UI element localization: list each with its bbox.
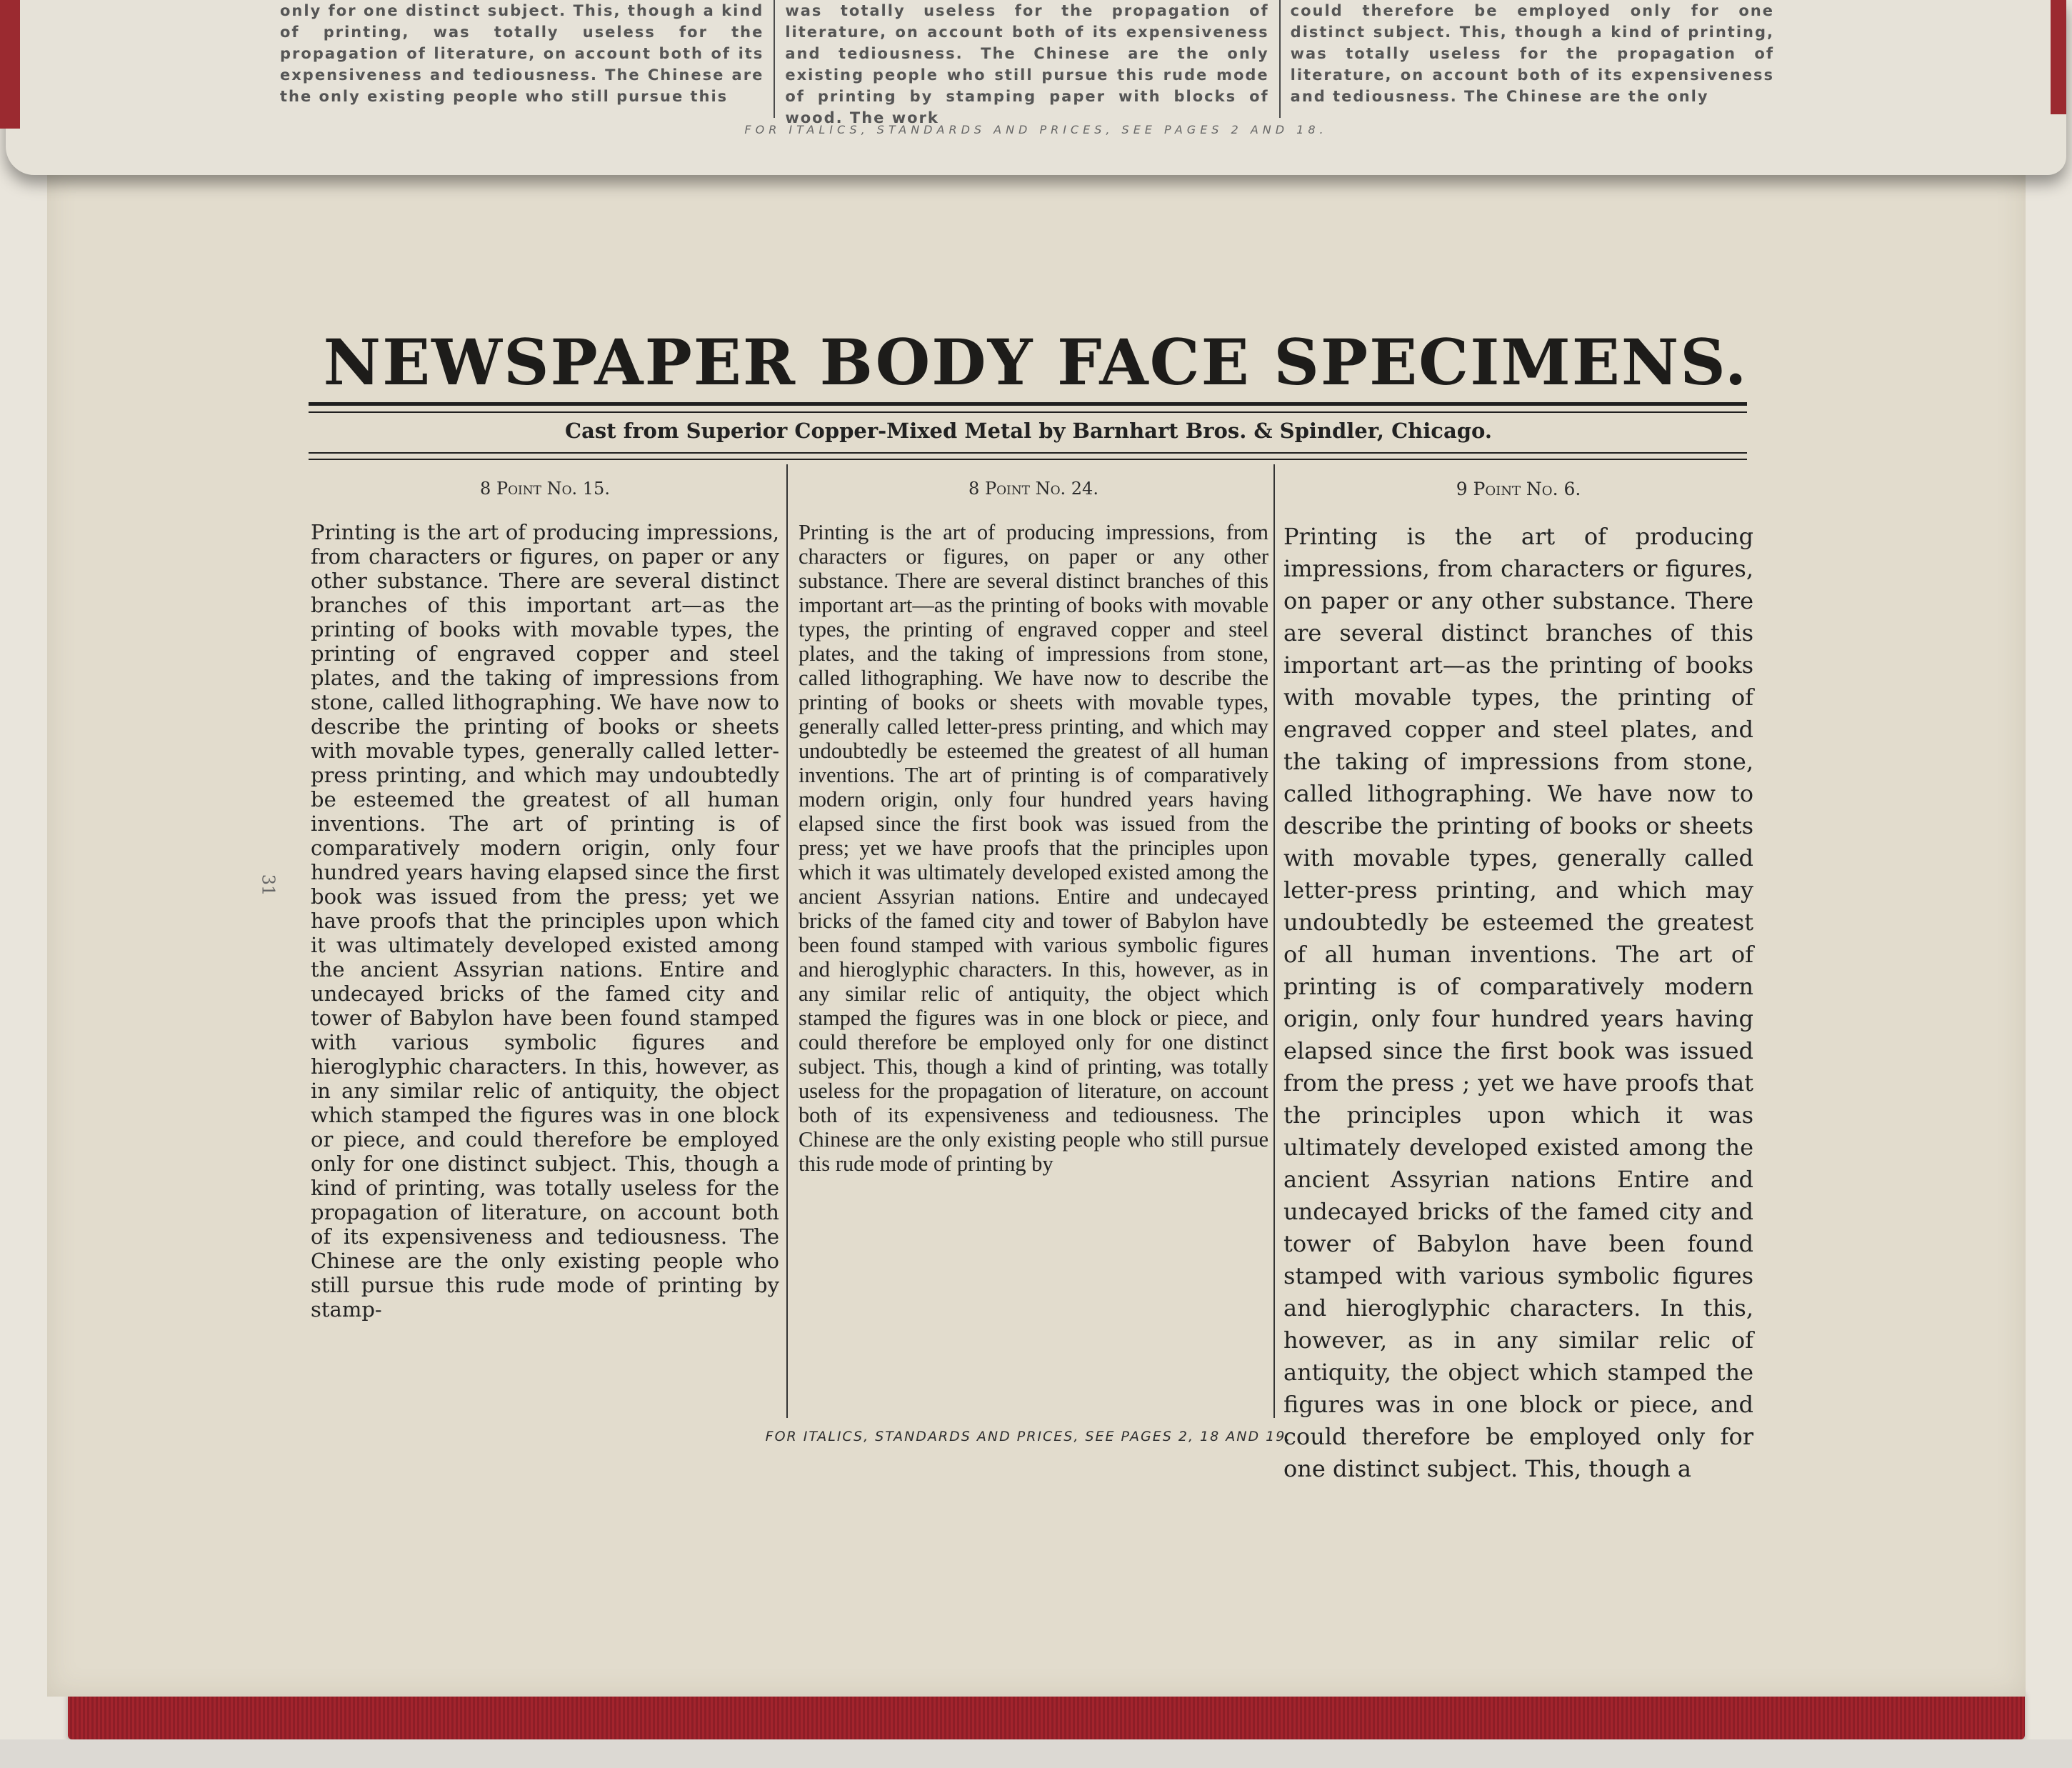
page-footer: FOR ITALICS, STANDARDS AND PRICES, SEE PAGES 2, 18 AND 19.	[765, 1429, 1292, 1444]
page-title: NEWSPAPER BODY FACE SPECIMENS.	[323, 325, 1748, 399]
column-heading: 9 Point No. 6.	[1456, 479, 1581, 499]
subtitle-rule-top	[309, 452, 1747, 454]
previous-page-overlap	[6, 0, 2066, 175]
previous-column-1	[270, 0, 775, 118]
binding-left	[0, 0, 20, 129]
previous-column-text: only for one distinct subject. This, though a kind of printing, was totally useless for the propagation of literature, on account both of its expensiveness and tediousness. The Chinese are the only existing people who still pursue this	[280, 2, 764, 105]
column-heading: 8 Point No. 15.	[480, 479, 610, 499]
previous-column-text: could therefore be employed only for one distinct subject. This, though a kind of printing, was totally useless for the propagation of literature, on account both of its expensiveness and tediousness. The Chinese are the only	[1290, 2, 1774, 105]
title-rule-thick	[309, 402, 1747, 406]
column-divider	[1273, 464, 1275, 1418]
specimen-text: Printing is the art of producing impressions, from characters or figures, on paper or any other substance. There are several distinct branches of this important art—as the printing of books with movable types, the printing of engraved copper and steel plates, and the taking of impressions from stone, called lithographing. We have now to describe the printing of books or sheets with movable types, generally called letter-press printing, and which may undoubtedly be esteemed the greatest of all human inventions. The art of printing is of comparatively modern origin, only four hundred years having elapsed since the first book was issued from the press; yet we have proofs that the principles upon which it was ultimately developed existed among the ancient Assyrian nations. Entire and undecayed bricks of the famed city and tower of Babylon have been found stamped with various symbolic figures and hieroglyphic characters. In this, however, as in any similar relic of antiquity, the object which stamped the figures was in one block or piece, and could therefore be employed only for one distinct subject. This, though a kind of printing, was totally useless for the propagation of literature, on account both of its expensiveness and tediousness. The Chinese are the only existing people who still pursue this rude mode of printing by	[799, 520, 1268, 1176]
previous-column-text: was totally useless for the propagation of literature, on account both of its expensiveness and tediousness. The Chinese are the only existing people who still pursue this rude mode of printing by stamping paper with blocks of wood. The work	[785, 2, 1269, 126]
specimen-column-8pt-15	[311, 464, 779, 1422]
background-surface	[0, 1739, 2072, 1768]
specimen-column-8pt-24	[799, 464, 1268, 1422]
specimen-text: Printing is the art of producing impressions, from characters or figures, on paper or any other substance. There are several distinct branches of this important art—as the printing of books with movable types, the printing of engraved copper and steel plates, and the taking of impressions from stone, called lithographing. We have now to describe the printing of books or sheets with movable types, generally called letter-press printing, and which may undoubtedly be esteemed the greatest of all human inventions. The art of printing is of comparatively modern origin, only four hundred years having elapsed since the first book was issued from the press; yet we have proofs that the principles upon which it was ultimately developed existed among the ancient Assyrian nations. Entire and undecayed bricks of the famed city and tower of Babylon have been found stamped with various symbolic figures and hieroglyphic characters. In this, however, as in any similar relic of antiquity, the object which stamped the figures was in one block or piece, and could therefore be employed only for one distinct subject. This, though a kind of printing, was totally useless for the propagation of literature, on account both of its expensiveness and tediousness. The Chinese are the only existing people who still pursue this rude mode of printing by stamp-	[311, 520, 779, 1322]
previous-page-columns	[270, 0, 1784, 126]
column-heading: 8 Point No. 24.	[969, 479, 1098, 499]
foundry-subtitle: Cast from Superior Copper-Mixed Metal by Barnhart Bros. & Spindler, Chicago.	[565, 419, 1492, 443]
specimen-column-9pt-6	[1283, 464, 1753, 1482]
column-divider	[786, 464, 788, 1418]
previous-column-2	[775, 0, 1280, 126]
specimen-text: Printing is the art of producing impressions, from characters or figures, on paper or any other substance. There are several distinct branches of this important art—as the printing of books with movable types, the printing of engraved copper and steel plates, and the taking of impressions from stone, called lithographing. We have now to describe the printing of books or sheets with movable types, generally called letter-press printing, and which may undoubtedly be esteemed the greatest of all human inventions. The art of printing is of comparatively modern origin, only four hundred years having elapsed since the first book was issued from the press ; yet we have proofs that the principles upon which it was ultimately developed existed among the ancient Assyrian nations Entire and undecayed bricks of the famed city and tower of Babylon have been found stamped with various symbolic figures and hieroglyphic characters. In this, however, as in any similar relic of antiquity, the object which stamped the figures was in one block or piece, and could therefore be employed only for one distinct subject. This, though a	[1283, 523, 1753, 1482]
title-rule-thin	[309, 411, 1747, 413]
previous-page-footer: FOR ITALICS, STANDARDS AND PRICES, SEE PAGES 2 AND 18.	[744, 123, 1328, 136]
page-number: 31	[258, 874, 279, 897]
previous-column-3	[1281, 0, 1784, 118]
book-binding-edge	[68, 1689, 2025, 1739]
subtitle-rule-bottom	[309, 459, 1747, 460]
binding-right	[2051, 0, 2066, 114]
